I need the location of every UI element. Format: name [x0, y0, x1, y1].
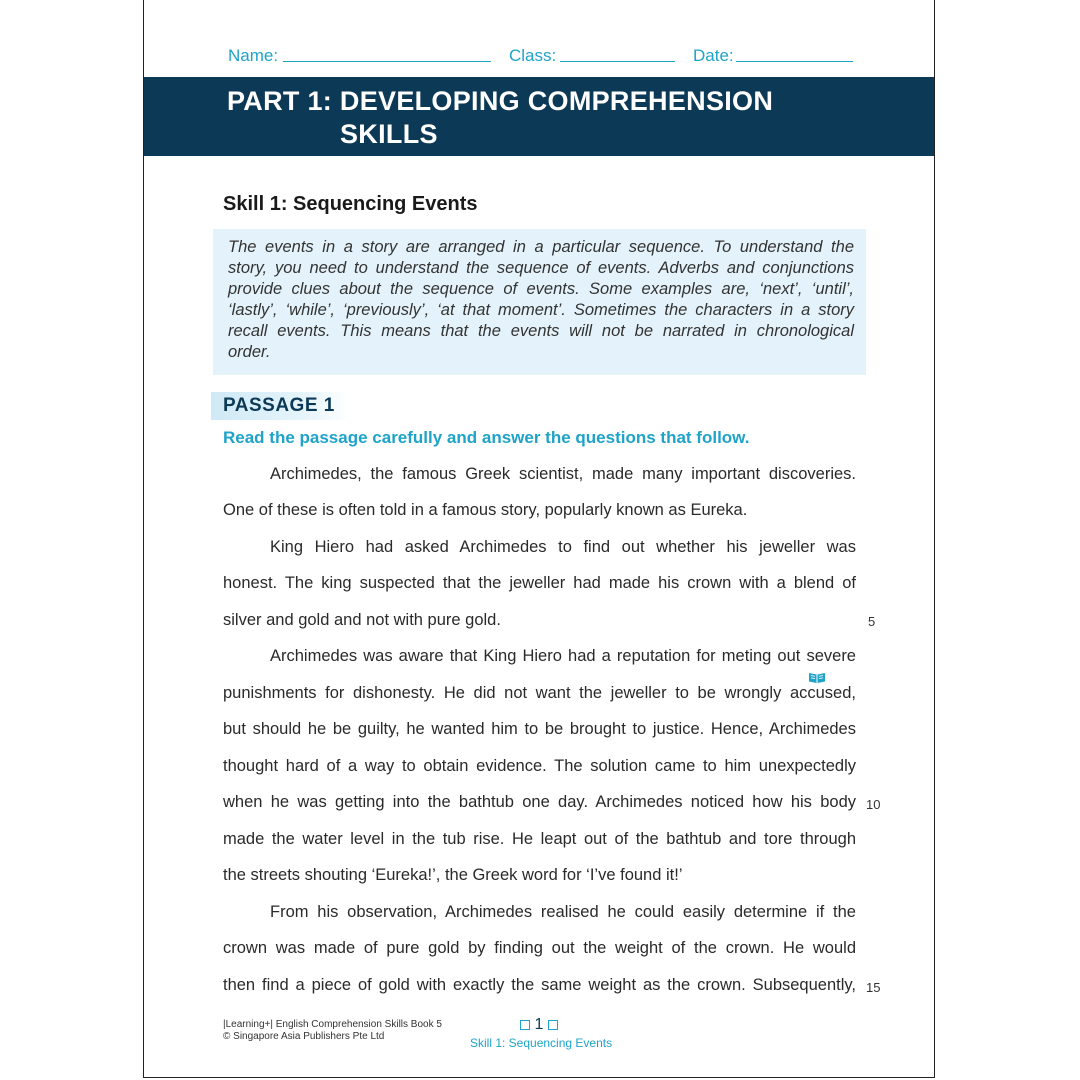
name-label: Name: — [228, 46, 279, 65]
line-number: 5 — [868, 614, 876, 629]
passage-line: honest. The king suspected that the jeweller had made his crown with a blend of — [223, 574, 856, 592]
passage-line: Archimedes, the famous Greek scientist, made many important discoveries. — [270, 465, 856, 483]
page-number — [520, 1016, 558, 1034]
intro-box — [213, 229, 866, 375]
passage-label-text: PASSAGE 1 — [223, 395, 335, 416]
passage-line: punishments for dishonesty. He did not want the jeweller to be wrongly accused, — [223, 684, 856, 702]
part-banner — [144, 77, 934, 156]
passage-line: when he was getting into the bathtub one day. Archimedes noticed how his body — [223, 793, 856, 811]
footer-series: |Learning+| English Comprehension Skills Book 5 — [223, 1019, 442, 1030]
passage-line: but should he be guilty, he wanted him to be brought to justice. Hence, Archimedes — [223, 720, 856, 738]
class-blank — [560, 61, 675, 62]
intro-line: story, you need to understand the sequence of events. Adverbs and conjunctions — [228, 259, 854, 277]
banner-title-line2: SKILLS — [340, 119, 438, 149]
class-label: Class: — [509, 46, 557, 65]
passage-line: silver and gold and not with pure gold. — [223, 611, 501, 629]
passage-line: From his observation, Archimedes realised he could easily determine if the — [270, 903, 856, 921]
intro-line: provide clues about the sequence of events. Some examples are, ‘next’, ‘until’, — [228, 280, 854, 298]
passage-line: then find a piece of gold with exactly the same weight as the crown. Subsequently, — [223, 976, 856, 994]
intro-line: ‘lastly’, ‘while’, ‘previously’, ‘at that moment’. Sometimes the characters in a story — [228, 301, 854, 319]
passage-line: made the water level in the tub rise. He leapt out of the bathtub and tore through — [223, 830, 856, 848]
name-blank — [283, 61, 491, 62]
student-info-header — [228, 46, 894, 68]
line-number: 15 — [866, 980, 881, 995]
passage-line: crown was made of pure gold by finding out the weight of the crown. He would — [223, 939, 856, 957]
skill-title: Skill 1: Sequencing Events — [223, 193, 478, 215]
square-icon — [520, 1020, 530, 1030]
passage-line: Archimedes was aware that King Hiero had a reputation for meting out severe — [270, 647, 856, 665]
footer-publisher — [223, 1019, 442, 1043]
passage-label — [211, 392, 349, 420]
date-blank — [736, 61, 853, 62]
passage-line: King Hiero had asked Archimedes to find out whether his jeweller was — [270, 538, 856, 556]
line-number: 10 — [866, 797, 881, 812]
instruction: Read the passage carefully and answer the questions that follow. — [223, 428, 750, 447]
date-label: Date: — [693, 46, 734, 65]
intro-line: The events in a story are arranged in a particular sequence. To understand the — [228, 238, 854, 256]
square-icon — [548, 1020, 558, 1030]
intro-line: recall events. This means that the events will not be narrated in chronological — [228, 322, 854, 340]
intro-line: order. — [228, 343, 271, 361]
book-icon — [808, 671, 826, 684]
worksheet-page — [143, 0, 935, 1078]
passage-line: the streets shouting ‘Eureka!’, the Greek word for ‘I’ve found it!’ — [223, 866, 683, 884]
passage-line: One of these is often told in a famous story, popularly known as Eureka. — [223, 501, 748, 519]
footer-skill: Skill 1: Sequencing Events — [470, 1036, 613, 1050]
footer-copyright: © Singapore Asia Publishers Pte Ltd — [223, 1031, 385, 1042]
banner-title-line1: PART 1: DEVELOPING COMPREHENSION — [227, 86, 774, 116]
page-number-value: 1 — [534, 1016, 544, 1033]
passage-line: thought hard of a way to obtain evidence. The solution came to him unexpectedly — [223, 757, 856, 775]
